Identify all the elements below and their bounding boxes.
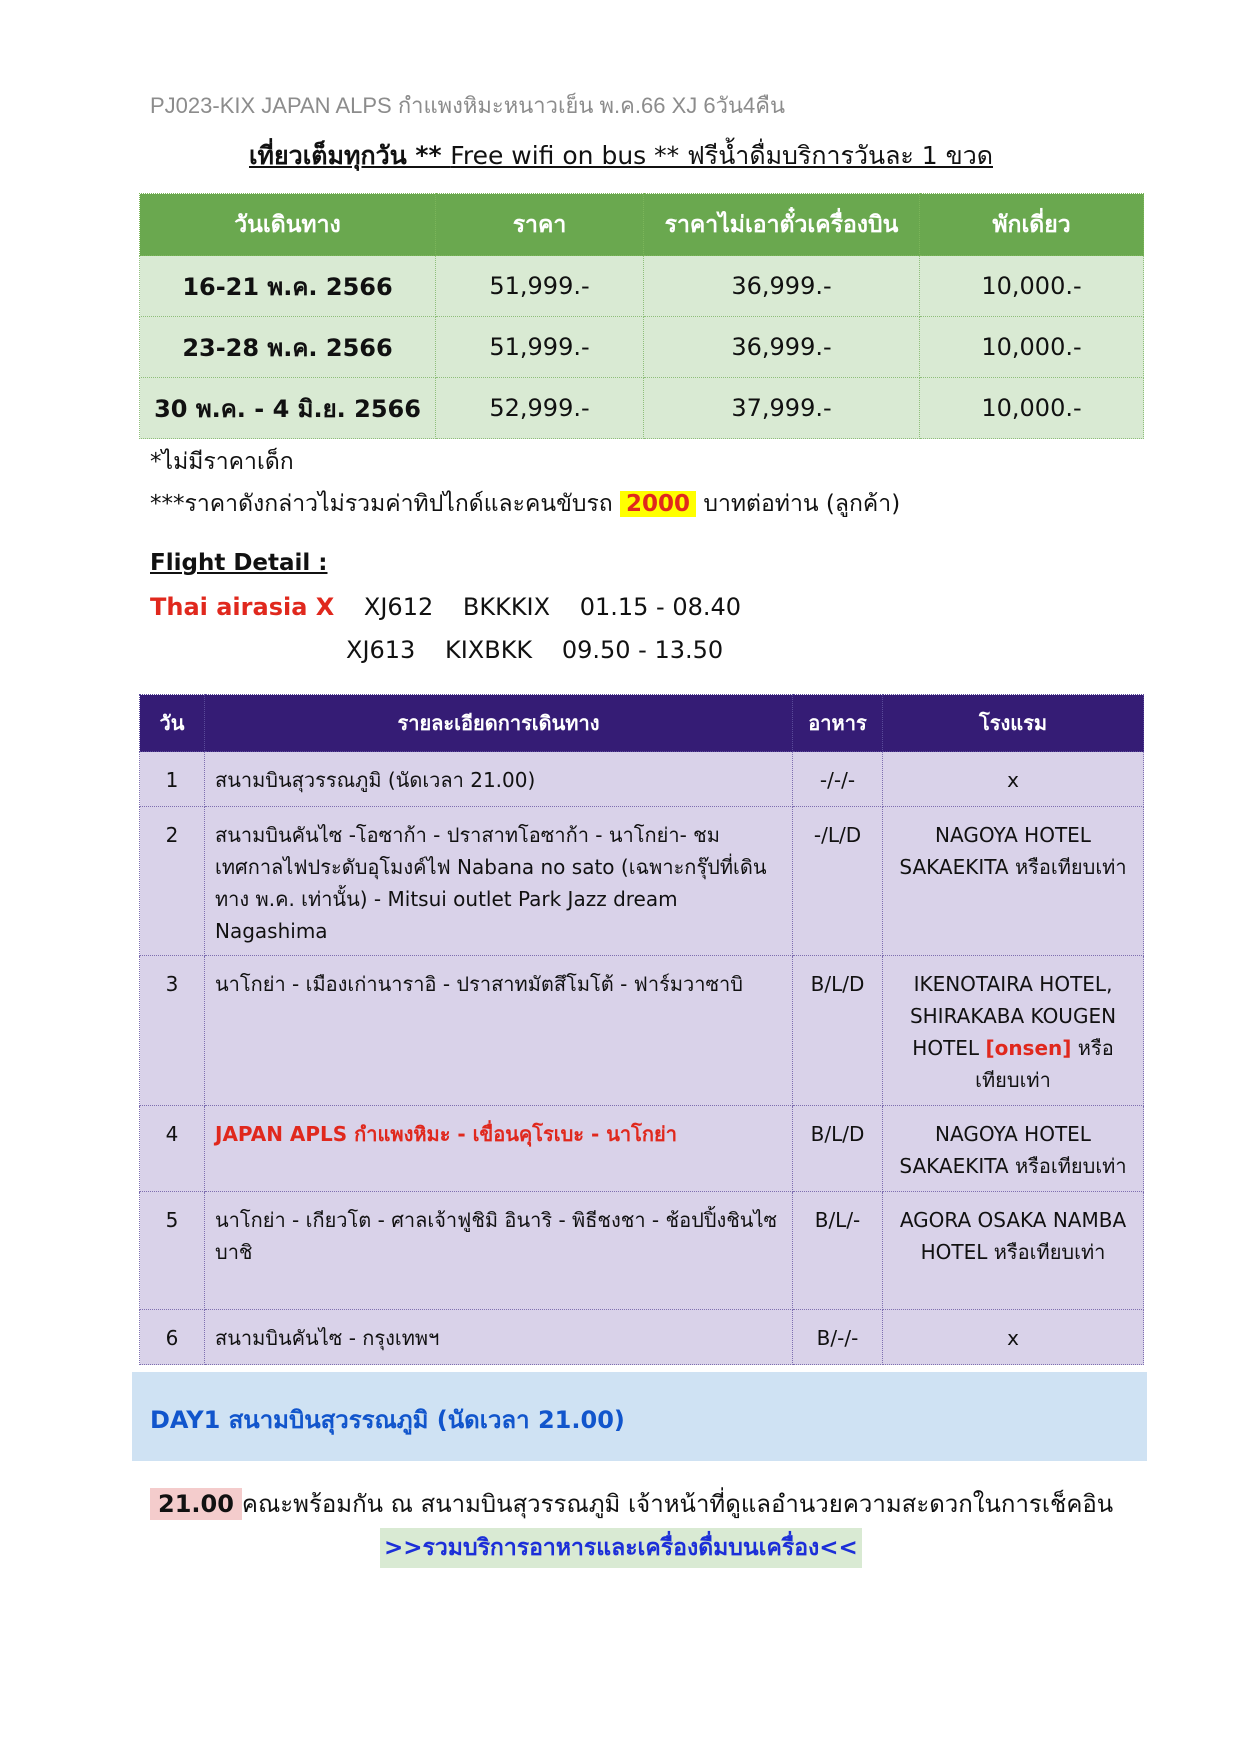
itinerary-header-detail: รายละเอียดการเดินทาง xyxy=(205,695,793,752)
itinerary-meals: B/L/D xyxy=(793,956,883,1106)
price-value: 52,999.- xyxy=(436,378,644,439)
table-row xyxy=(140,807,1144,956)
itinerary-detail: สนามบินคันไซ - กรุงเทพฯ xyxy=(205,1310,793,1365)
itinerary-detail: นาโกย่า - เมืองเก่านาราอิ - ปราสาทมัตสึโมโต้ - ฟาร์มวาซาบิ xyxy=(205,956,793,1106)
flight-route: KIXBKK xyxy=(444,636,533,664)
price-single-value: 10,000.- xyxy=(920,378,1144,439)
itinerary-meals: B/L/- xyxy=(793,1192,883,1310)
tagline-rest: Free wifi on bus ** ฟรีน้ำดื่มบริการวันละ 1 ขวด xyxy=(450,141,993,170)
price-value: 51,999.- xyxy=(436,256,644,317)
itinerary-hotel: x xyxy=(883,752,1144,807)
tip-note-prefix: ***ราคาดังกล่าวไม่รวมค่าทิปไกด์และคนขับรถ xyxy=(150,491,621,517)
price-date: 16-21 พ.ค. 2566 xyxy=(140,256,436,317)
itinerary-meals: -/-/- xyxy=(793,752,883,807)
onsen-tag: [onsen] xyxy=(985,1036,1072,1060)
itinerary-hotel xyxy=(883,956,1144,1106)
day1-title: DAY1 สนามบินสุวรรณภูมิ (นัดเวลา 21.00) xyxy=(150,1406,625,1434)
itinerary-meals: B/-/- xyxy=(793,1310,883,1365)
itinerary-detail: นาโกย่า - เกียวโต - ศาลเจ้าฟูชิมิ อินาริ - พิธีชงชา - ช้อปปิ้งชินไซบาชิ xyxy=(205,1192,793,1310)
price-no-ticket-value: 36,999.- xyxy=(644,256,920,317)
schedule-text: คณะพร้อมกัน ณ สนามบินสุวรรณภูมิ เจ้าหน้าที่ดูแลอำนวยความสะดวกในการเช็คอิน xyxy=(241,1490,1114,1518)
itinerary-day: 4 xyxy=(140,1106,205,1192)
flight-number: XJ612 xyxy=(363,593,434,621)
hotel-equivalent: หรือเทียบเท่า xyxy=(975,1036,1114,1092)
itinerary-header-meals: อาหาร xyxy=(793,695,883,752)
itinerary-detail: สนามบินสุวรรณภูมิ (นัดเวลา 21.00) xyxy=(205,752,793,807)
schedule-time: 21.00 xyxy=(150,1488,242,1520)
itinerary-day: 1 xyxy=(140,752,205,807)
itinerary-table xyxy=(139,694,1144,1365)
table-row xyxy=(140,752,1144,807)
itinerary-hotel: NAGOYA HOTEL SAKAEKITA หรือเทียบเท่า xyxy=(883,807,1144,956)
tip-note xyxy=(150,486,900,522)
itinerary-meals: B/L/D xyxy=(793,1106,883,1192)
price-value: 51,999.- xyxy=(436,317,644,378)
itinerary-day: 5 xyxy=(140,1192,205,1310)
itinerary-day: 6 xyxy=(140,1310,205,1365)
flight-route: BKKKIX xyxy=(462,593,551,621)
tip-amount: 2000 xyxy=(620,491,696,517)
itinerary-meals: -/L/D xyxy=(793,807,883,956)
table-row xyxy=(140,956,1144,1106)
tip-note-suffix: บาทต่อท่าน (ลูกค้า) xyxy=(696,491,901,517)
flight-detail-title: Flight Detail : xyxy=(150,550,328,576)
itinerary-detail: JAPAN APLS กำแพงหิมะ - เขื่อนคุโรเบะ - นาโกย่า xyxy=(205,1106,793,1192)
table-row xyxy=(140,1192,1144,1310)
flight-number: XJ613 xyxy=(346,636,416,664)
price-header-no-ticket: ราคาไม่เอาตั๋วเครื่องบิน xyxy=(644,194,920,256)
document-code-header: PJ023-KIX JAPAN ALPS กำแพงหิมะหนาวเย็น พ.ค.66 XJ 6วัน4คืน xyxy=(150,93,785,118)
table-row xyxy=(140,317,1144,378)
airline-name: Thai airasia X xyxy=(150,593,335,621)
itinerary-hotel: x xyxy=(883,1310,1144,1365)
no-child-price-note: *ไม่มีราคาเด็ก xyxy=(150,449,294,475)
price-table-header xyxy=(140,194,1144,256)
price-header-date: วันเดินทาง xyxy=(140,194,436,256)
price-single-value: 10,000.- xyxy=(920,317,1144,378)
table-row xyxy=(140,378,1144,439)
table-row xyxy=(140,256,1144,317)
table-row xyxy=(140,1106,1144,1192)
itinerary-day: 3 xyxy=(140,956,205,1106)
itinerary-header-hotel: โรงแรม xyxy=(883,695,1144,752)
price-table xyxy=(139,193,1144,439)
tagline xyxy=(0,136,1242,176)
flight-time: 09.50 - 13.50 xyxy=(561,636,724,664)
tagline-bold: เที่ยวเต็มทุกวัน ** xyxy=(249,141,451,170)
itinerary-hotel: AGORA OSAKA NAMBA HOTEL หรือเทียบเท่า xyxy=(883,1192,1144,1310)
itinerary-hotel: NAGOYA HOTEL SAKAEKITA หรือเทียบเท่า xyxy=(883,1106,1144,1192)
itinerary-detail: สนามบินคันไซ -โอซาก้า - ปราสาทโอซาก้า - นาโกย่า- ชมเทศกาลไฟประดับอุโมงค์ไฟ Nabana no sato (เฉพาะกรุ๊ปที่เดินทาง พ.ค. เท่านั้น) - Mitsui outlet Park Jazz dream Nagashima xyxy=(205,807,793,956)
price-date: 30 พ.ค. - 4 มิ.ย. 2566 xyxy=(140,378,436,439)
day1-banner xyxy=(132,1372,1147,1461)
itinerary-day: 2 xyxy=(140,807,205,956)
price-header-single: พักเดี่ยว xyxy=(920,194,1144,256)
onboard-meal-note: >>รวมบริการอาหารและเครื่องดื่มบนเครื่อง<< xyxy=(380,1528,862,1568)
flight-row-return xyxy=(346,636,723,664)
day1-schedule-line xyxy=(150,1484,1113,1523)
table-row xyxy=(140,1310,1144,1365)
itinerary-header-day: วัน xyxy=(140,695,205,752)
price-single-value: 10,000.- xyxy=(920,256,1144,317)
hotel-name: IKENOTAIRA HOTEL, SHIRAKABA KOUGEN HOTEL xyxy=(909,972,1117,1060)
price-date: 23-28 พ.ค. 2566 xyxy=(140,317,436,378)
flight-row-outbound xyxy=(150,593,741,621)
flight-time: 01.15 - 08.40 xyxy=(579,593,742,621)
itinerary-header xyxy=(140,695,1144,752)
price-no-ticket-value: 37,999.- xyxy=(644,378,920,439)
price-header-price: ราคา xyxy=(436,194,644,256)
price-no-ticket-value: 36,999.- xyxy=(644,317,920,378)
